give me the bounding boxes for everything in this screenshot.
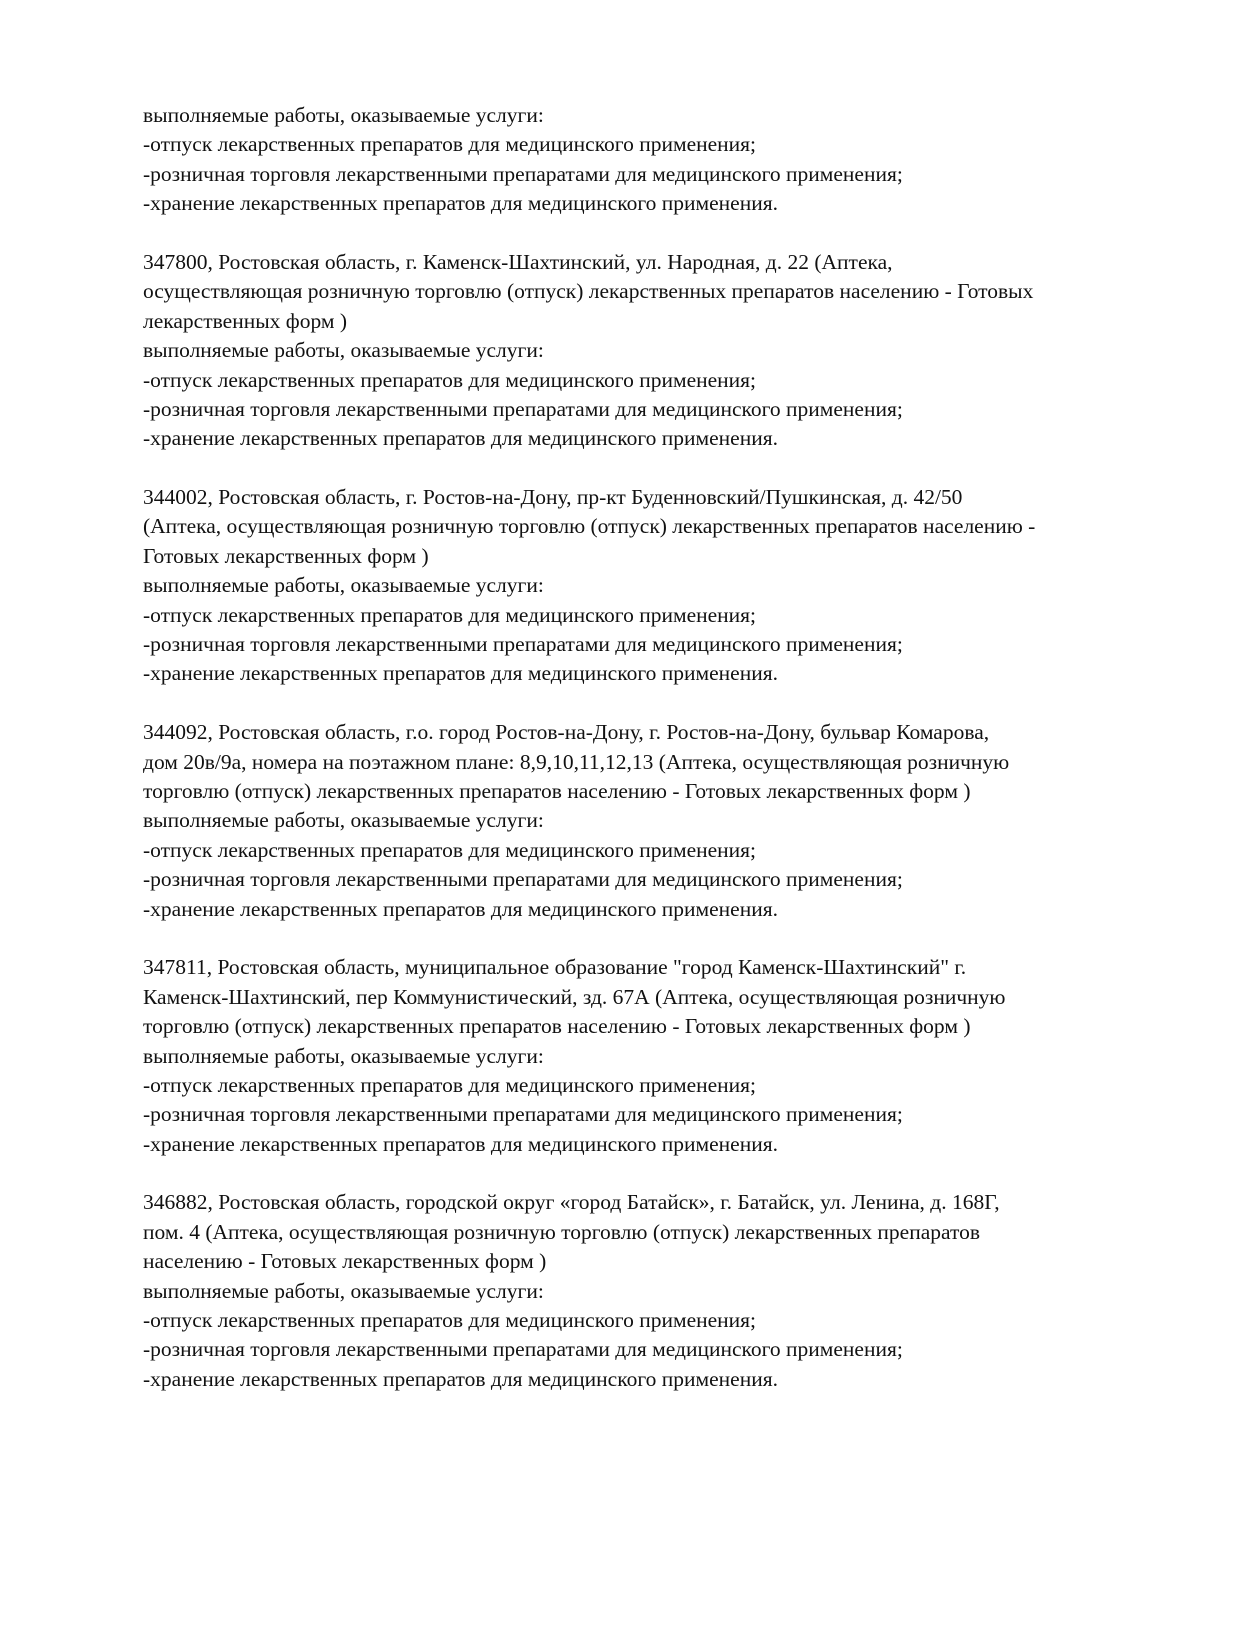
address-line: дом 20в/9а, номера на поэтажном плане: 8,9,10,11,12,13 (Аптека, осуществляющая розничную xyxy=(143,749,1010,774)
address-line: пом. 4 (Аптека, осуществляющая розничную торговлю (отпуск) лекарственных препаратов xyxy=(143,1219,981,1244)
address-line: Готовых лекарственных форм ) xyxy=(143,543,429,568)
pharmacy-entry xyxy=(143,953,1143,1159)
pharmacy-entry xyxy=(143,483,1143,689)
paragraph-gap xyxy=(143,924,1143,953)
intro-block xyxy=(143,101,1143,219)
address-line: осуществляющая розничную торговлю (отпуск) лекарственных препаратов населению - Готовых xyxy=(143,279,1034,304)
paragraph-gap xyxy=(143,454,1143,483)
works-heading: выполняемые работы, оказываемые услуги: xyxy=(143,573,544,598)
service-line: -отпуск лекарственных препаратов для медицинского применения; xyxy=(143,1072,757,1097)
address-line: 344092, Ростовская область, г.о. город Ростов-на-Дону, г. Ростов-на-Дону, бульвар Комарова, xyxy=(143,720,990,745)
address-line: населению - Готовых лекарственных форм ) xyxy=(143,1249,547,1274)
works-heading: выполняемые работы, оказываемые услуги: xyxy=(143,1278,544,1303)
service-line: -розничная торговля лекарственными препаратами для медицинского применения; xyxy=(143,1337,903,1362)
works-heading: выполняемые работы, оказываемые услуги: xyxy=(143,338,544,363)
service-line: -розничная торговля лекарственными препаратами для медицинского применения; xyxy=(143,632,903,657)
address-line: (Аптека, осуществляющая розничную торговлю (отпуск) лекарственных препаратов населению - xyxy=(143,514,1036,539)
paragraph-gap xyxy=(143,219,1143,248)
document-page xyxy=(143,101,1143,1394)
address-line: торговлю (отпуск) лекарственных препаратов населению - Готовых лекарственных форм ) xyxy=(143,778,971,803)
service-line: -розничная торговля лекарственными препаратами для медицинского применения; xyxy=(143,1102,903,1127)
works-heading: выполняемые работы, оказываемые услуги: xyxy=(143,103,544,127)
address-line: 346882, Ростовская область, городской округ «город Батайск», г. Батайск, ул. Ленина, д. 168Г, xyxy=(143,1190,1000,1215)
service-line: -розничная торговля лекарственными препаратами для медицинского применения; xyxy=(143,867,903,892)
pharmacy-entry xyxy=(143,718,1143,924)
address-line: лекарственных форм ) xyxy=(143,308,348,333)
service-line: -отпуск лекарственных препаратов для медицинского применения; xyxy=(143,602,757,627)
service-line: -хранение лекарственных препаратов для медицинского применения. xyxy=(143,191,778,216)
address-line: торговлю (отпуск) лекарственных препаратов населению - Готовых лекарственных форм ) xyxy=(143,1014,971,1039)
paragraph-gap xyxy=(143,1159,1143,1188)
address-line: 347811, Ростовская область, муниципальное образование "город Каменск-Шахтинский" г. xyxy=(143,955,967,980)
service-line: -хранение лекарственных препаратов для медицинского применения. xyxy=(143,896,778,921)
service-line: -розничная торговля лекарственными препаратами для медицинского применения; xyxy=(143,396,903,421)
service-line: -хранение лекарственных препаратов для медицинского применения. xyxy=(143,1131,778,1156)
address-line: 347800, Ростовская область, г. Каменск-Шахтинский, ул. Народная, д. 22 (Аптека, xyxy=(143,249,893,274)
works-heading: выполняемые работы, оказываемые услуги: xyxy=(143,808,544,833)
address-line: 344002, Ростовская область, г. Ростов-на-Дону, пр-кт Буденновский/Пушкинская, д. 42/50 xyxy=(143,485,963,510)
service-line: -хранение лекарственных препаратов для медицинского применения. xyxy=(143,1366,778,1391)
service-line: -отпуск лекарственных препаратов для медицинского применения; xyxy=(143,837,757,862)
service-line: -хранение лекарственных препаратов для медицинского применения. xyxy=(143,661,778,686)
address-line: Каменск-Шахтинский, пер Коммунистический, зд. 67А (Аптека, осуществляющая розничную xyxy=(143,984,1006,1009)
paragraph-gap xyxy=(143,689,1143,718)
service-line: -отпуск лекарственных препаратов для медицинского применения; xyxy=(143,132,757,157)
works-heading: выполняемые работы, оказываемые услуги: xyxy=(143,1043,544,1068)
pharmacy-entry xyxy=(143,248,1143,454)
service-line: -розничная торговля лекарственными препаратами для медицинского применения; xyxy=(143,161,903,186)
service-line: -отпуск лекарственных препаратов для медицинского применения; xyxy=(143,367,757,392)
service-line: -хранение лекарственных препаратов для медицинского применения. xyxy=(143,426,778,451)
service-line: -отпуск лекарственных препаратов для медицинского применения; xyxy=(143,1308,757,1333)
pharmacy-entry xyxy=(143,1188,1143,1394)
